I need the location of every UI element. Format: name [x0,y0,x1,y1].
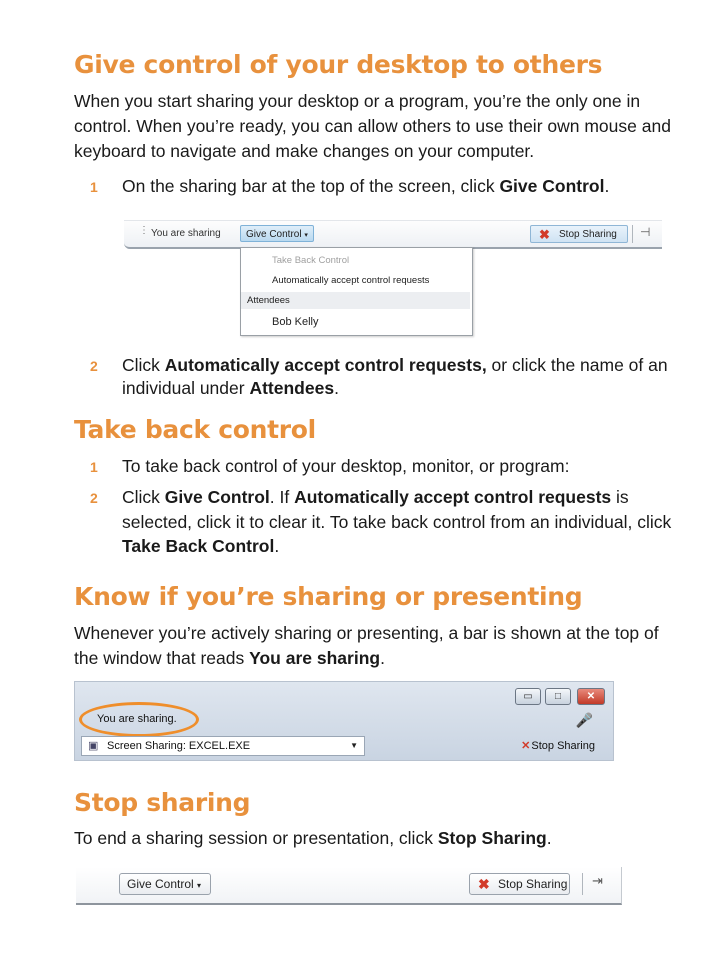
grip-icon[interactable]: ⋮ [139,225,149,236]
give-control-menu [240,247,473,336]
menu-item-auto-accept[interactable]: Automatically accept control requests [272,275,430,286]
close-icon[interactable]: ✕ [577,688,605,705]
window-controls [515,688,607,705]
sharing-bar [124,220,662,249]
step-text: To take back control of your desktop, monitor, or program: [122,456,570,476]
step-text: Click Give Control. If Automatically accept control requests is selected, click it to clear it. To take back control from an individual, click Take Back Control. [122,487,672,556]
heading-give-control: Give control of your desktop to others [74,50,603,79]
sharing-status-label: You are sharing [151,228,221,239]
step-text: Click Automatically accept control requests, or click the name of an individual under Attendees. [122,355,668,398]
step-1-give-control [74,175,689,199]
stop-sharing-paragraph: To end a sharing session or presentation, click Stop Sharing. [74,828,552,848]
close-x-icon: ✕ [521,740,531,752]
chevron-down-icon: ▾ [197,881,202,890]
sharing-status-label: You are sharing. [97,713,177,725]
intro-paragraph: When you start sharing your desktop or a program, you’re the only one in control. When you’re ready, you can allow others to use their own mouse and keyboard to navigate and make changes on your computer. [74,91,671,161]
sharing-bar-screenshot [124,216,666,341]
step-number: 2 [90,358,98,374]
stop-sharing-bar-screenshot [76,867,622,905]
give-control-button[interactable]: Give Control ▾ [240,225,314,242]
divider [582,873,583,895]
menu-item-take-back-control[interactable]: Take Back Control [272,255,350,266]
step-2-auto-accept [74,354,689,400]
step-number: 1 [90,179,98,195]
minimize-icon[interactable]: ▭ [515,688,541,705]
stop-sharing-link[interactable]: ✕Stop Sharing [521,740,595,752]
pin-icon[interactable]: ⊣ [640,225,651,239]
attendees-header: Attendees [241,292,470,309]
pin-icon[interactable]: ⇥ [592,873,603,888]
you-are-sharing-screenshot [74,681,614,761]
heading-know-if-sharing: Know if you’re sharing or presenting [74,582,583,611]
close-x-icon: ✖ [539,227,550,242]
stop-sharing-button[interactable]: ✖ Stop Sharing [469,873,570,895]
step-number: 2 [90,490,98,506]
screen-sharing-select[interactable]: ▣ Screen Sharing: EXCEL.EXE ▼ [81,736,365,756]
step-text: On the sharing bar at the top of the screen, click Give Control. [122,176,610,196]
heading-take-back-control: Take back control [74,415,316,444]
chevron-down-icon: ▼ [350,741,358,750]
microphone-icon[interactable]: 🎤 [575,712,593,728]
stop-sharing-button[interactable]: ✖ Stop Sharing [530,225,628,243]
maximize-icon[interactable]: □ [545,688,571,705]
close-x-icon: ✖ [478,876,490,892]
monitor-icon: ▣ [88,740,99,752]
step-number: 1 [90,459,98,475]
menu-item-attendee[interactable]: Bob Kelly [272,316,319,328]
heading-stop-sharing: Stop sharing [74,788,251,817]
give-control-button[interactable]: Give Control ▾ [119,873,211,895]
step-1-take-back [74,455,689,479]
step-2-take-back [74,485,689,557]
sharing-paragraph: Whenever you’re actively sharing or presenting, a bar is shown at the top of the window that reads You are sharing. [74,623,659,668]
divider [632,225,633,243]
chevron-down-icon: ▾ [304,232,308,239]
